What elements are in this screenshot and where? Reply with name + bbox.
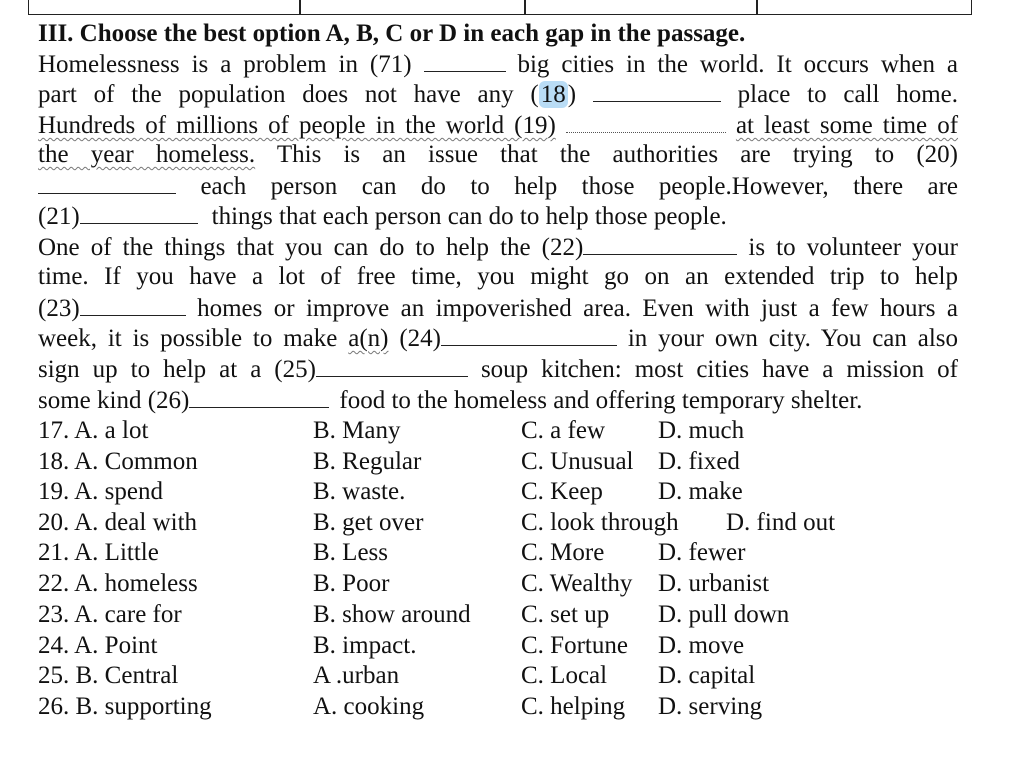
passage-text: each person can do to help those people.However, there are xyxy=(200,173,958,200)
passage-text: the year homeless. xyxy=(38,141,256,168)
option-c[interactable]: C. Unusual xyxy=(521,448,634,475)
passage-line xyxy=(38,293,958,324)
passage-text: at least some time of xyxy=(735,112,959,139)
passage-line xyxy=(38,201,727,232)
passage-text: (23) xyxy=(38,295,80,322)
passage-line xyxy=(38,110,958,141)
option-c[interactable]: C. Keep xyxy=(521,478,603,505)
option-a[interactable]: 17. A. a lot xyxy=(38,417,149,444)
option-d[interactable]: D. pull down xyxy=(658,601,790,628)
passage-line xyxy=(38,232,958,263)
option-c[interactable]: C. helping xyxy=(521,693,626,720)
passage-text: Homelessness is a problem in (71) xyxy=(38,51,412,78)
passage-text: in your own city. You can also xyxy=(627,325,959,352)
option-c[interactable]: C. look through xyxy=(521,509,679,536)
option-d[interactable]: D. fixed xyxy=(658,448,740,475)
option-a[interactable]: 22. A. homeless xyxy=(38,570,198,597)
passage-text: place to call home. xyxy=(737,81,959,108)
gap-blank[interactable] xyxy=(566,110,726,133)
passage-text: sign up to help at a (25) xyxy=(38,356,316,383)
option-c[interactable]: C. Local xyxy=(521,662,608,689)
gap-blank[interactable] xyxy=(189,385,329,408)
gap-blank[interactable] xyxy=(316,354,468,377)
passage-text: This is an issue that the authorities are trying to (20) xyxy=(276,141,958,168)
option-b[interactable]: B. Regular xyxy=(313,448,422,475)
option-b[interactable]: B. get over xyxy=(313,509,424,536)
option-b[interactable]: B. show around xyxy=(313,601,471,628)
option-b[interactable]: B. Poor xyxy=(313,570,390,597)
option-a[interactable]: 23. A. care for xyxy=(38,601,182,628)
gap-blank[interactable] xyxy=(441,323,617,346)
option-a[interactable]: 19. A. spend xyxy=(38,478,163,505)
option-d[interactable]: D. fewer xyxy=(658,539,746,566)
passage-text: part of the population does not have any ( xyxy=(38,81,539,108)
passage-text: (21) xyxy=(38,203,80,230)
option-b[interactable]: B. Less xyxy=(313,539,388,566)
passage-text: a(n) xyxy=(348,325,389,352)
gap-blank[interactable] xyxy=(593,79,721,102)
option-c[interactable]: C. Wealthy xyxy=(521,570,633,597)
option-a[interactable]: 26. B. supporting xyxy=(38,693,212,720)
option-c[interactable]: C. Fortune xyxy=(521,632,628,659)
passage-line xyxy=(38,140,958,170)
option-a[interactable]: 24. A. Point xyxy=(38,632,158,659)
option-a[interactable]: 21. A. Little xyxy=(38,539,159,566)
option-d[interactable]: D. capital xyxy=(658,662,756,689)
option-a[interactable]: 18. A. Common xyxy=(38,448,198,475)
passage-text: soup kitchen: most cities have a mission of xyxy=(480,356,958,383)
passage-text: ) xyxy=(567,81,577,108)
gap-blank[interactable] xyxy=(424,49,506,72)
passage-line xyxy=(38,385,862,416)
option-b[interactable]: B. waste. xyxy=(313,478,406,505)
passage-text: time. If you have a lot of free time, you might go on an extended trip to help xyxy=(38,263,958,290)
table-top-border xyxy=(28,0,972,15)
table-divider xyxy=(299,0,301,14)
option-a[interactable]: 25. B. Central xyxy=(38,662,179,689)
passage-text: some kind (26) xyxy=(38,387,190,414)
passage-line xyxy=(38,323,958,354)
option-b[interactable]: A. cooking xyxy=(313,693,425,720)
passage-line xyxy=(38,49,958,80)
passage-text: week, it is possible to make xyxy=(38,325,338,352)
option-b[interactable]: A .urban xyxy=(313,662,400,689)
passage-line xyxy=(38,171,958,202)
gap-blank[interactable] xyxy=(80,293,186,316)
passage-line xyxy=(38,79,958,110)
gap-blank[interactable] xyxy=(80,201,198,224)
passage-text: big cities in the world. It occurs when a xyxy=(517,51,959,78)
option-c[interactable]: C. More xyxy=(521,539,605,566)
gap-blank[interactable] xyxy=(38,171,176,194)
passage-line xyxy=(38,262,958,292)
option-d[interactable]: D. find out xyxy=(726,509,836,536)
gap-blank[interactable] xyxy=(583,232,737,255)
option-d[interactable]: D. serving xyxy=(658,693,763,720)
passage-text: things that each person can do to help those people. xyxy=(211,203,727,230)
option-c[interactable]: C. set up xyxy=(521,601,610,628)
highlighted-gap-number[interactable]: 18 xyxy=(540,81,566,108)
passage-text: (24) xyxy=(399,325,441,352)
option-a[interactable]: 20. A. deal with xyxy=(38,509,198,536)
passage-text: homes or improve an impoverished area. Even with just a few hours a xyxy=(197,295,959,322)
option-b[interactable]: B. impact. xyxy=(313,632,417,659)
passage-text: Hundreds of millions of people in the world (19) xyxy=(38,112,556,139)
passage-line xyxy=(38,354,958,385)
option-b[interactable]: B. Many xyxy=(313,417,401,444)
section-title: III. Choose the best option A, B, C or D in each gap in the passage. xyxy=(38,20,746,47)
table-divider xyxy=(524,0,526,14)
option-d[interactable]: D. move xyxy=(658,632,745,659)
passage-text: food to the homeless and offering temporary shelter. xyxy=(339,387,863,414)
table-divider xyxy=(756,0,758,14)
option-d[interactable]: D. make xyxy=(658,478,743,505)
passage-text: One of the things that you can do to help the (22) xyxy=(38,234,584,261)
passage-text: is to volunteer your xyxy=(748,234,959,261)
option-c[interactable]: C. a few xyxy=(521,417,605,444)
option-d[interactable]: D. much xyxy=(658,417,745,444)
option-d[interactable]: D. urbanist xyxy=(658,570,770,597)
